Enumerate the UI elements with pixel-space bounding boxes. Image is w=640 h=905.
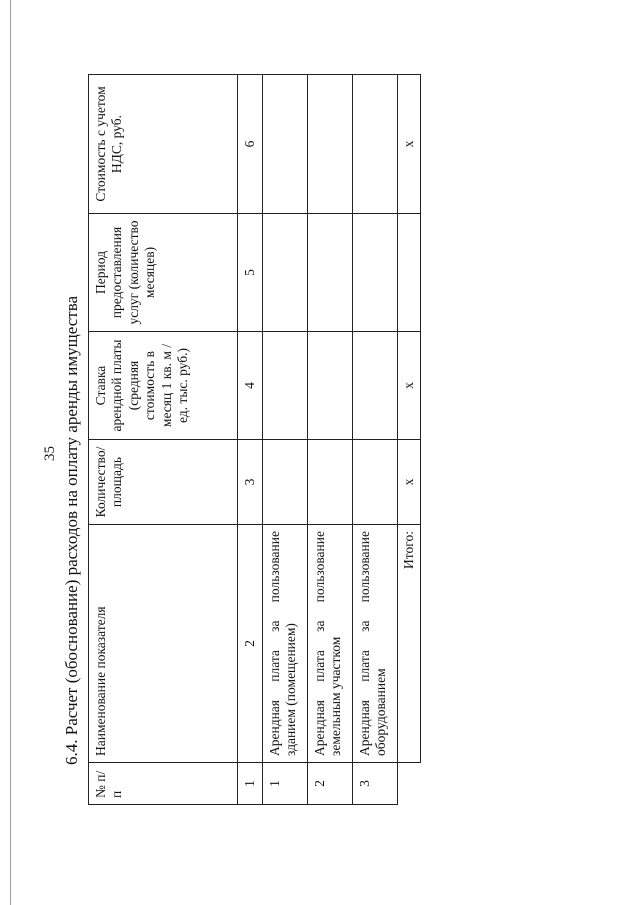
row-cost xyxy=(308,75,353,214)
section-title: 6.4. Расчет (обоснование) расходов на оплату аренды имущества xyxy=(62,295,81,765)
row-rate xyxy=(353,332,398,440)
header-name: Наименование показателя xyxy=(89,525,238,763)
table-row xyxy=(308,75,353,805)
table-row xyxy=(353,75,398,805)
total-qty: x xyxy=(398,440,421,525)
row-period xyxy=(308,214,353,332)
row-rate xyxy=(308,332,353,440)
row-qty xyxy=(263,440,308,525)
row-num: 2 xyxy=(308,763,353,805)
total-cost: x xyxy=(398,75,421,214)
page-number: 35 xyxy=(42,446,58,461)
column-number: 4 xyxy=(238,332,263,440)
row-period xyxy=(353,214,398,332)
row-qty xyxy=(308,440,353,525)
row-name: Арендная плата за пользование оборудованием xyxy=(353,525,398,763)
total-label: Итого: xyxy=(398,525,421,763)
header-rate: Ставка арендной платы (средняя стоимость в месяц 1 кв. м / ед. тыс. руб.) xyxy=(89,332,238,440)
row-cost xyxy=(353,75,398,214)
header-num: № п/п xyxy=(89,763,238,805)
row-cost xyxy=(263,75,308,214)
row-qty xyxy=(353,440,398,525)
header-row xyxy=(89,75,238,805)
header-cost: Стоимость с учетом НДС, руб. xyxy=(89,75,238,214)
header-qty: Количество/ площадь xyxy=(89,440,238,525)
column-number: 3 xyxy=(238,440,263,525)
column-number: 6 xyxy=(238,75,263,214)
total-period xyxy=(398,214,421,332)
total-empty-cell xyxy=(398,763,421,805)
header-period: Период предоставления услуг (количество месяцев) xyxy=(89,214,238,332)
column-number: 1 xyxy=(238,763,263,805)
table-row xyxy=(263,75,308,805)
row-period xyxy=(263,214,308,332)
row-rate xyxy=(263,332,308,440)
total-row xyxy=(398,75,421,805)
column-number: 5 xyxy=(238,214,263,332)
row-num: 1 xyxy=(263,763,308,805)
column-number-row xyxy=(238,75,263,805)
column-number: 2 xyxy=(238,525,263,763)
total-rate: x xyxy=(398,332,421,440)
rent-expenses-table xyxy=(88,74,421,805)
row-name: Арендная плата за пользование земельным участком xyxy=(308,525,353,763)
row-name: Арендная плата за пользование зданием (помещением) xyxy=(263,525,308,763)
row-num: 3 xyxy=(353,763,398,805)
